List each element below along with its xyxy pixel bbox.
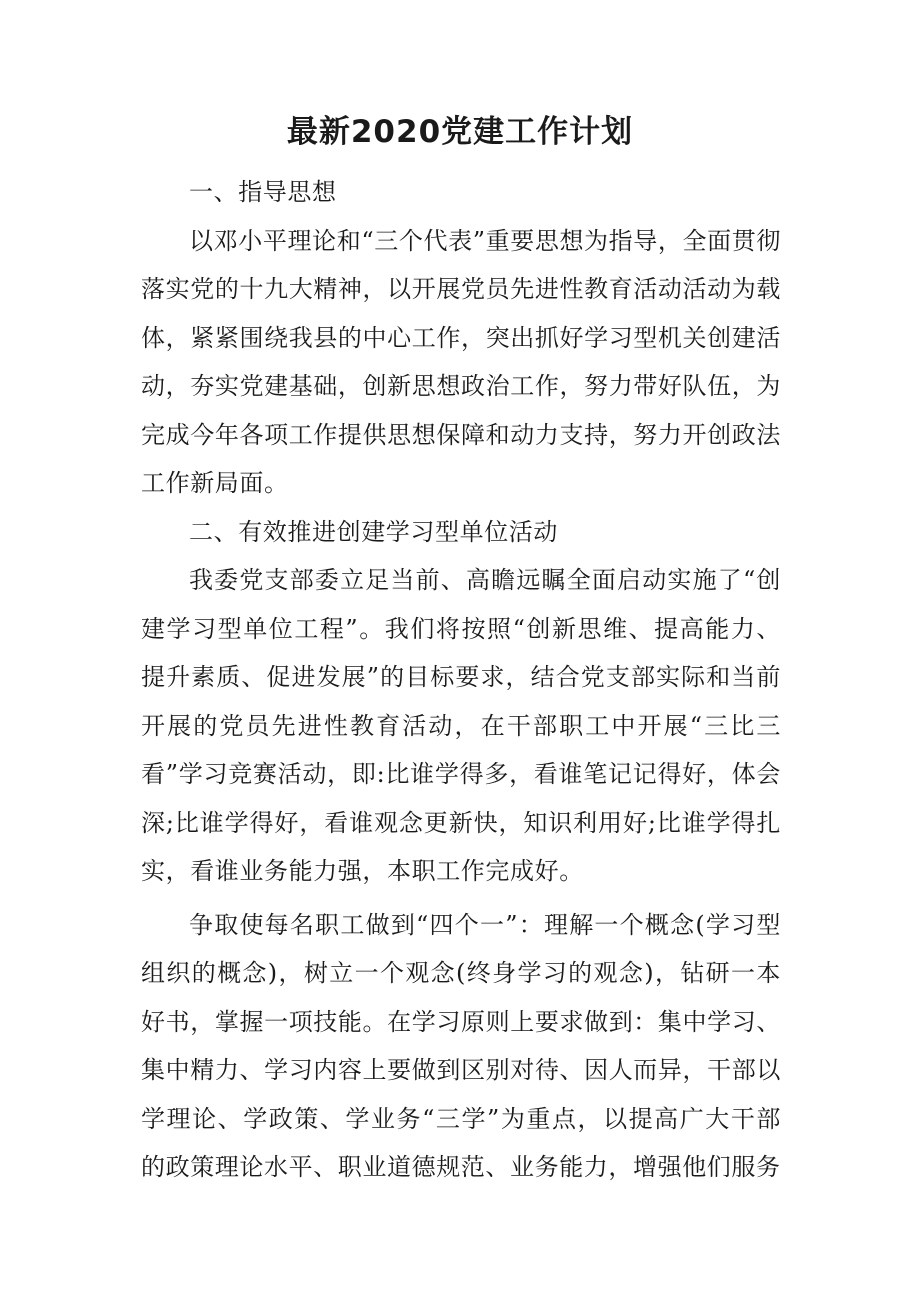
document-body — [141, 168, 781, 1192]
section-heading-learning-unit: 二、有效推进创建学习型单位活动 — [189, 517, 558, 546]
paragraph-learning-unit: 我委党支部委立足当前、高瞻远瞩全面启动实施了“创建学习型单位工程”。我们将按照“创新思维、提高能力、提升素质、促进发展”的目标要求，结合党支部实际和当前开展的党员先进性教育活动，在干部职工中开展“三比三看”学习竞赛活动，即:比谁学得多，看谁笔记记得好，体会深;比谁学得好，看谁观念更新快，知识利用好;比谁学得扎实，看谁业务能力强，本职工作完成好。 — [141, 566, 781, 885]
paragraph-four-ones: 争取使每名职工做到“四个一”：理解一个概念(学习型组织的概念)，树立一个观念(终身学习的观念)，钻研一本好书，掌握一项技能。在学习原则上要求做到：集中学习、集中精力、学习内容上要做到区别对待、因人而异，干部以学理论、学政策、学业务“三学”为重点，以提高广大干部的政策理论水平、职业道德规范、业务能力，增强他们服务 — [141, 910, 781, 1181]
section-heading-guiding-ideology: 一、指导思想 — [189, 178, 337, 206]
document-title: 最新2020党建工作计划 — [286, 114, 634, 150]
paragraph-guiding-ideology: 以邓小平理论和“三个代表”重要思想为指导，全面贯彻落实党的十九大精神，以开展党员先进性教育活动活动为载体，紧紧围绕我县的中心工作，突出抓好学习型机关创建活动，夯实党建基础，创新思想政治工作，努力带好队伍，为完成今年各项工作提供思想保障和动力支持，努力开创政法工作新局面。 — [141, 226, 781, 497]
